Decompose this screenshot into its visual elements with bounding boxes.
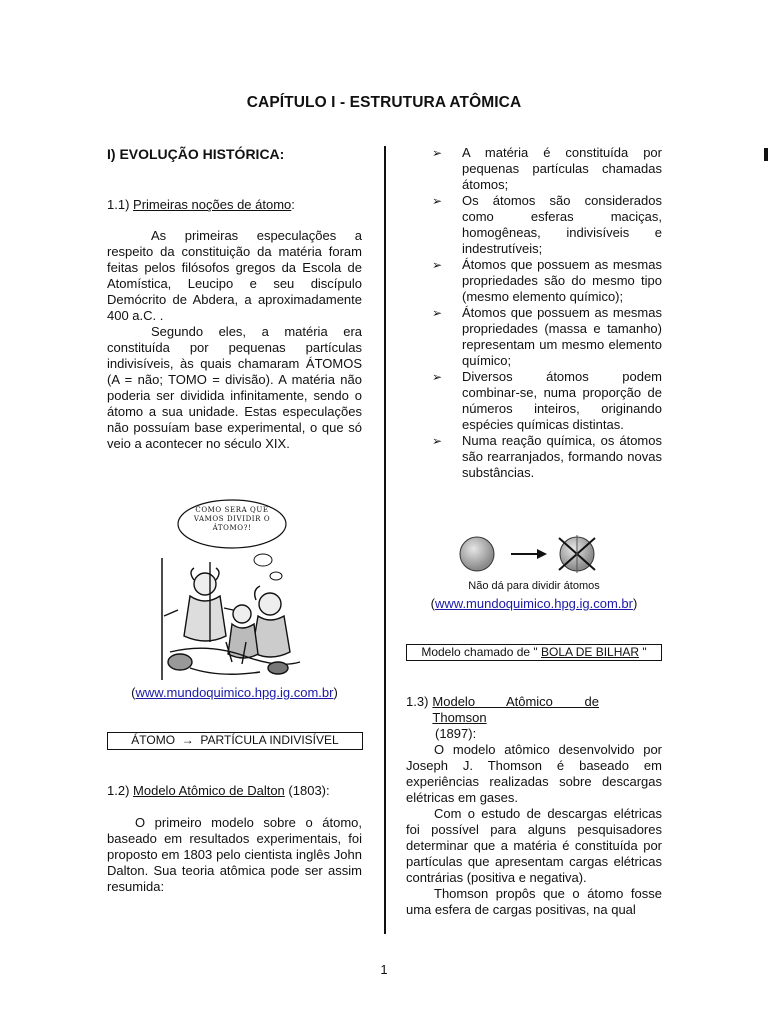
- section-1-2-heading: [107, 783, 330, 799]
- section-number: 1.3): [406, 694, 429, 709]
- figure-caption: Não dá para dividir átomos: [468, 580, 600, 592]
- list-item-text: Numa reação química, os átomos são rearranjados, formando novas substâncias.: [462, 433, 662, 480]
- section-1-3-body: [406, 742, 662, 918]
- cartoon-illustration: [150, 492, 320, 688]
- bullet-arrow-icon: ➢: [432, 258, 443, 272]
- bullet-arrow-icon: ➢: [432, 194, 443, 208]
- list-item-text: Átomos que possuem as mesmas propriedades (massa e tamanho) representam um mesmo elemento químico;: [462, 305, 662, 368]
- bullet-arrow-icon: ➢: [432, 306, 443, 320]
- section-1-2-body: [107, 815, 362, 895]
- credit-paren: (: [131, 685, 136, 700]
- credit-paren: ): [333, 685, 338, 700]
- list-item: [432, 433, 662, 481]
- section-title: Primeiras noções de átomo: [133, 197, 292, 212]
- section-year: (1897):: [435, 726, 477, 741]
- paragraph: Thomson propôs que o átomo fosse uma esfera de cargas positivas, na qual: [406, 886, 662, 917]
- section-year: (1803):: [288, 783, 330, 798]
- thought-bubble-dot: [254, 554, 272, 566]
- bullet-arrow-icon: ➢: [432, 146, 443, 160]
- image-credit: [107, 685, 362, 700]
- box-prefix: Modelo chamado de ": [421, 645, 538, 659]
- box-term: ÁTOMO: [131, 733, 176, 747]
- section-colon: :: [291, 197, 295, 212]
- credit-link[interactable]: www.mundoquimico.hpg.ig.com.br: [435, 596, 633, 611]
- column-divider: [384, 146, 386, 934]
- atom-sphere: [460, 537, 494, 571]
- section-1-3-heading: [406, 694, 662, 742]
- dalton-postulates-list: [432, 145, 662, 481]
- paragraph: O primeiro modelo sobre o átomo, baseado em resultados experimentais, foi proposto em 1803 pelo cientista inglês John Dalton. Sua teoria atômica pode ser assim resumida:: [107, 815, 362, 894]
- list-item: [432, 257, 662, 305]
- thought-bubble-dot: [270, 572, 282, 580]
- section-number: 1.2): [107, 783, 130, 798]
- section-1-1-body: [107, 228, 362, 452]
- list-item-text: Os átomos são considerados como esferas maciças, homogêneas, indivisíveis e indestrutíveis;: [462, 193, 662, 256]
- section-number: 1.1): [107, 197, 130, 212]
- list-item: [432, 369, 662, 433]
- credit-paren: (: [430, 596, 435, 611]
- box-definition: PARTÍCULA INDIVISÍVEL: [200, 733, 339, 747]
- list-item: [432, 305, 662, 369]
- paragraph: Segundo eles, a matéria era constituída por pequenas partículas indivisíveis, às quais chamaram ÁTOMOS (A = não; TOMO = divisão). A matéria não poderia ser dividida infinitamente, sendo o átomo a sua unidade. Estas especulações não possuíam base experimental, o que só veio a acontecer no século XIX.: [107, 324, 362, 451]
- list-item-text: Diversos átomos podem combinar-se, numa proporção de números inteiros, originando espécies químicas distintas.: [462, 369, 662, 432]
- indivisible-atom-figure: [455, 530, 615, 580]
- edge-mark: [764, 148, 768, 161]
- list-item: [432, 193, 662, 257]
- box-suffix: ": [642, 645, 647, 659]
- atom-definition-box: [107, 732, 363, 750]
- model-name-box: [406, 644, 662, 661]
- list-item-text: A matéria é constituída por pequenas partículas chamadas átomos;: [462, 145, 662, 192]
- list-item: [432, 145, 662, 193]
- section-heading: I) EVOLUÇÃO HISTÓRICA:: [107, 146, 285, 162]
- page-number: 1: [380, 962, 388, 977]
- model-name: BOLA DE BILHAR: [541, 645, 640, 659]
- chapter-title: CAPÍTULO I - ESTRUTURA ATÔMICA: [246, 94, 522, 111]
- credit-paren: ): [632, 596, 638, 611]
- section-title: Modelo Atômico de Thomson: [432, 694, 599, 725]
- section-1-1-heading: [107, 197, 295, 213]
- paragraph: As primeiras especulações a respeito da constituição da matéria foram feitas pelos filósofos gregos da Escola de Atomística, Leucipo e seu discípulo Demócrito de Abdera, a aproximadamente 400 a.C. .: [107, 228, 362, 323]
- section-title: Modelo Atômico de Dalton: [133, 783, 285, 798]
- image-credit: [406, 596, 662, 611]
- credit-link[interactable]: www.mundoquimico.hpg.ig.com.br: [135, 685, 334, 700]
- bullet-arrow-icon: ➢: [432, 434, 443, 448]
- paragraph: O modelo atômico desenvolvido por Joseph J. Thomson é baseado em experiências realizadas sobre descargas elétricas em gases.: [406, 742, 662, 805]
- bubble-text: COMO SERÁ QUE VAMOS DIVIDIR O ÁTOMO?!: [193, 506, 271, 532]
- paragraph: Com o estudo de descargas elétricas foi possível para alguns pesquisadores determinar que a matéria é constituída por partículas que apresentam cargas elétricas contrárias (positiva e negativa).: [406, 806, 662, 885]
- bullet-arrow-icon: ➢: [432, 370, 443, 384]
- list-item-text: Átomos que possuem as mesmas propriedades são do mesmo tipo (mesmo elemento químico);: [462, 257, 662, 304]
- right-arrow-icon: →: [181, 733, 194, 747]
